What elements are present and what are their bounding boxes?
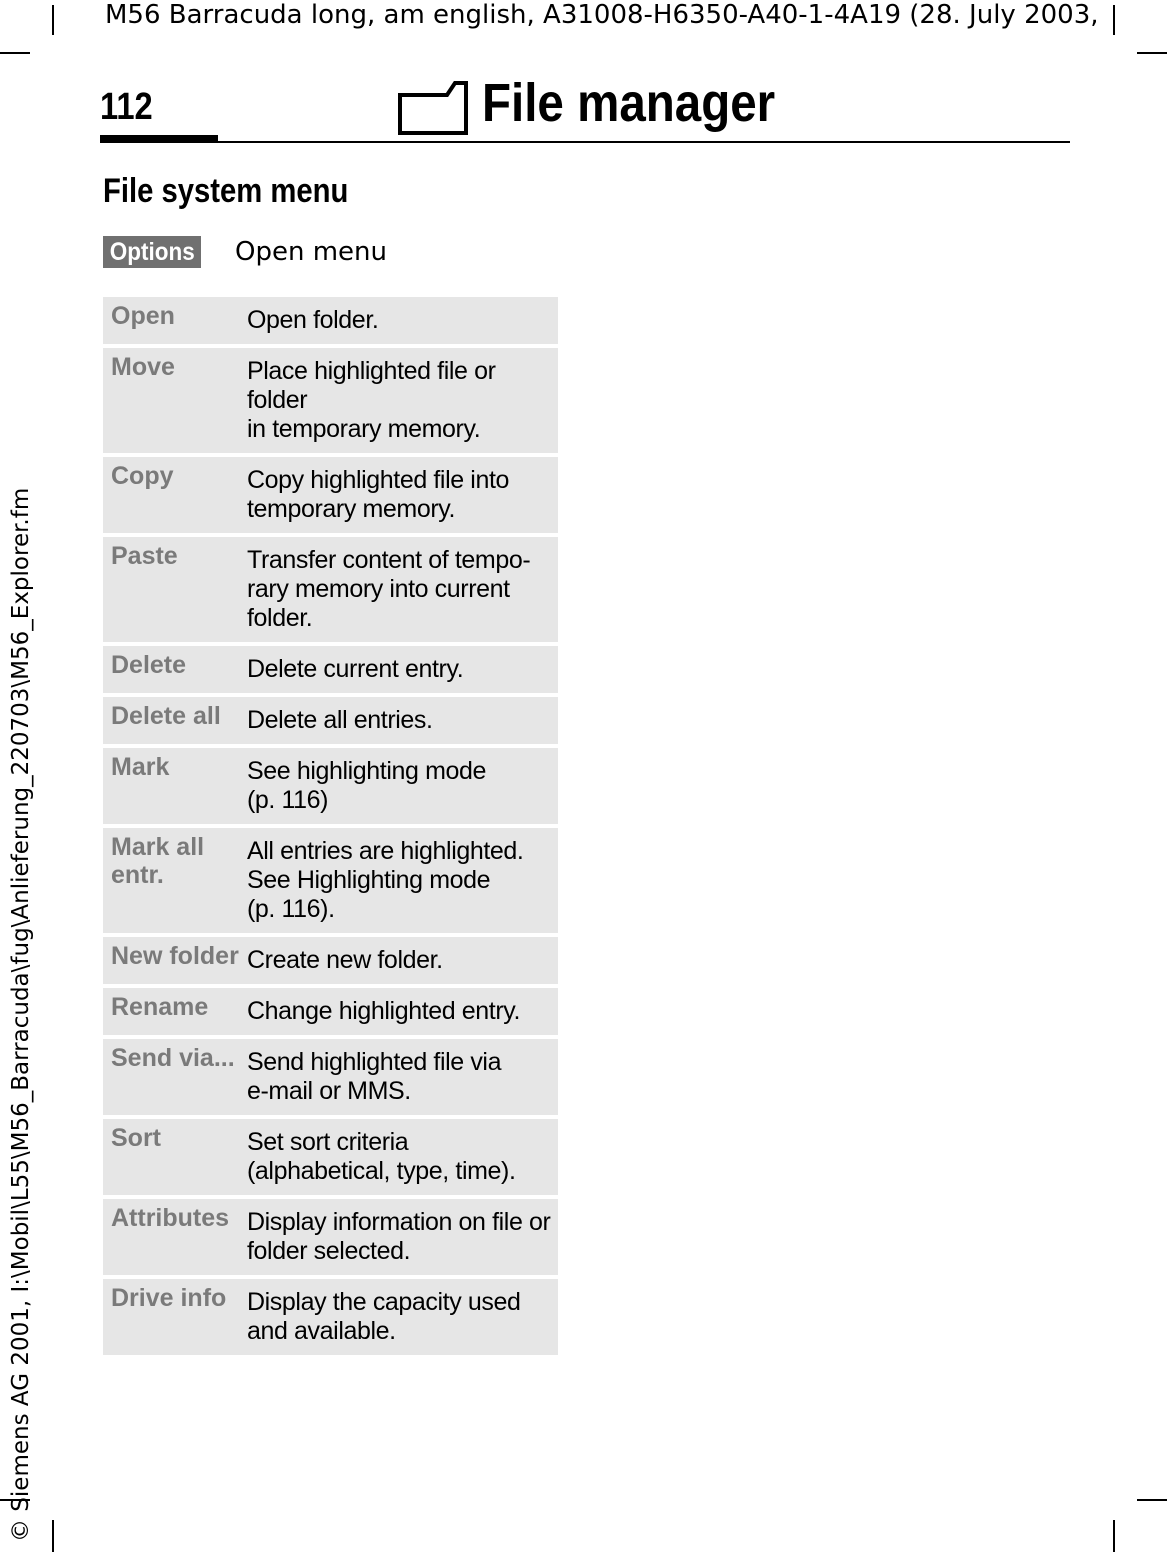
menu-description: Display the capacity used and available.	[247, 1288, 521, 1345]
crop-mark	[52, 1520, 54, 1552]
table-row	[103, 828, 558, 933]
crop-mark	[52, 5, 54, 35]
menu-key: Sort	[111, 1124, 161, 1152]
table-row	[103, 1119, 558, 1195]
table-row	[103, 348, 558, 453]
menu-description: Display information on file or folder selected.	[247, 1208, 551, 1265]
crop-mark	[1113, 5, 1115, 35]
menu-description: Copy highlighted file into temporary memory.	[247, 466, 510, 523]
crop-mark	[1137, 1499, 1167, 1501]
table-row	[103, 697, 558, 744]
table-row	[103, 988, 558, 1035]
menu-description: Open folder.	[247, 306, 379, 334]
menu-description: Place highlighted file or folder in temporary memory.	[247, 357, 496, 443]
copyright-side-text: © Siemens AG 2001, I:\Mobil\L55\M56_Barracuda\fug\Anlieferung_220703\M56_Explorer.fm	[8, 487, 34, 1542]
menu-key: Send via...	[111, 1044, 235, 1072]
title-rule	[100, 141, 1070, 143]
menu-key: Move	[111, 353, 175, 381]
crop-mark	[1113, 1520, 1115, 1552]
menu-description: Set sort criteria (alphabetical, type, time).	[247, 1128, 516, 1185]
menu-description: See highlighting mode (p. 116)	[247, 757, 487, 814]
page-number: 112	[100, 86, 153, 128]
menu-description: Delete all entries.	[247, 706, 433, 734]
menu-description: All entries are highlighted. See Highlighting mode (p. 116).	[247, 837, 524, 923]
crop-mark	[0, 52, 30, 54]
menu-description: Delete current entry.	[247, 655, 464, 683]
table-row	[103, 748, 558, 824]
menu-key: Copy	[111, 462, 174, 490]
table-row	[103, 1199, 558, 1275]
menu-key: Paste	[111, 542, 178, 570]
table-row	[103, 646, 558, 693]
menu-table	[103, 297, 558, 1359]
menu-key: New folder	[111, 942, 239, 970]
options-softkey-label: Options	[109, 238, 195, 266]
softkey-description: Open menu	[235, 237, 387, 267]
crop-mark	[1137, 52, 1167, 54]
menu-key: Mark	[111, 753, 170, 781]
menu-description: Create new folder.	[247, 946, 443, 974]
table-row	[103, 1039, 558, 1115]
table-row	[103, 457, 558, 533]
menu-description: Change highlighted entry.	[247, 997, 521, 1025]
folder-icon	[397, 79, 469, 135]
menu-key: Open	[111, 302, 175, 330]
table-row	[103, 1279, 558, 1355]
options-softkey	[103, 236, 201, 268]
menu-key: Attributes	[111, 1204, 230, 1232]
menu-key: Delete	[111, 651, 187, 679]
document-header: M56 Barracuda long, am english, A31008-H6350-A40-1-4A19 (28. July 2003,	[105, 0, 1099, 30]
menu-key: Mark all entr.	[111, 833, 205, 889]
menu-description: Transfer content of tempo- rary memory into current folder.	[247, 546, 531, 632]
table-row	[103, 537, 558, 642]
page-title: File manager	[482, 73, 776, 133]
menu-key: Rename	[111, 993, 209, 1021]
menu-key: Drive info	[111, 1284, 227, 1312]
table-row	[103, 297, 558, 344]
section-heading: File system menu	[103, 172, 349, 210]
menu-key: Delete all	[111, 702, 221, 730]
menu-description: Send highlighted file via e-mail or MMS.	[247, 1048, 502, 1105]
table-row	[103, 937, 558, 984]
